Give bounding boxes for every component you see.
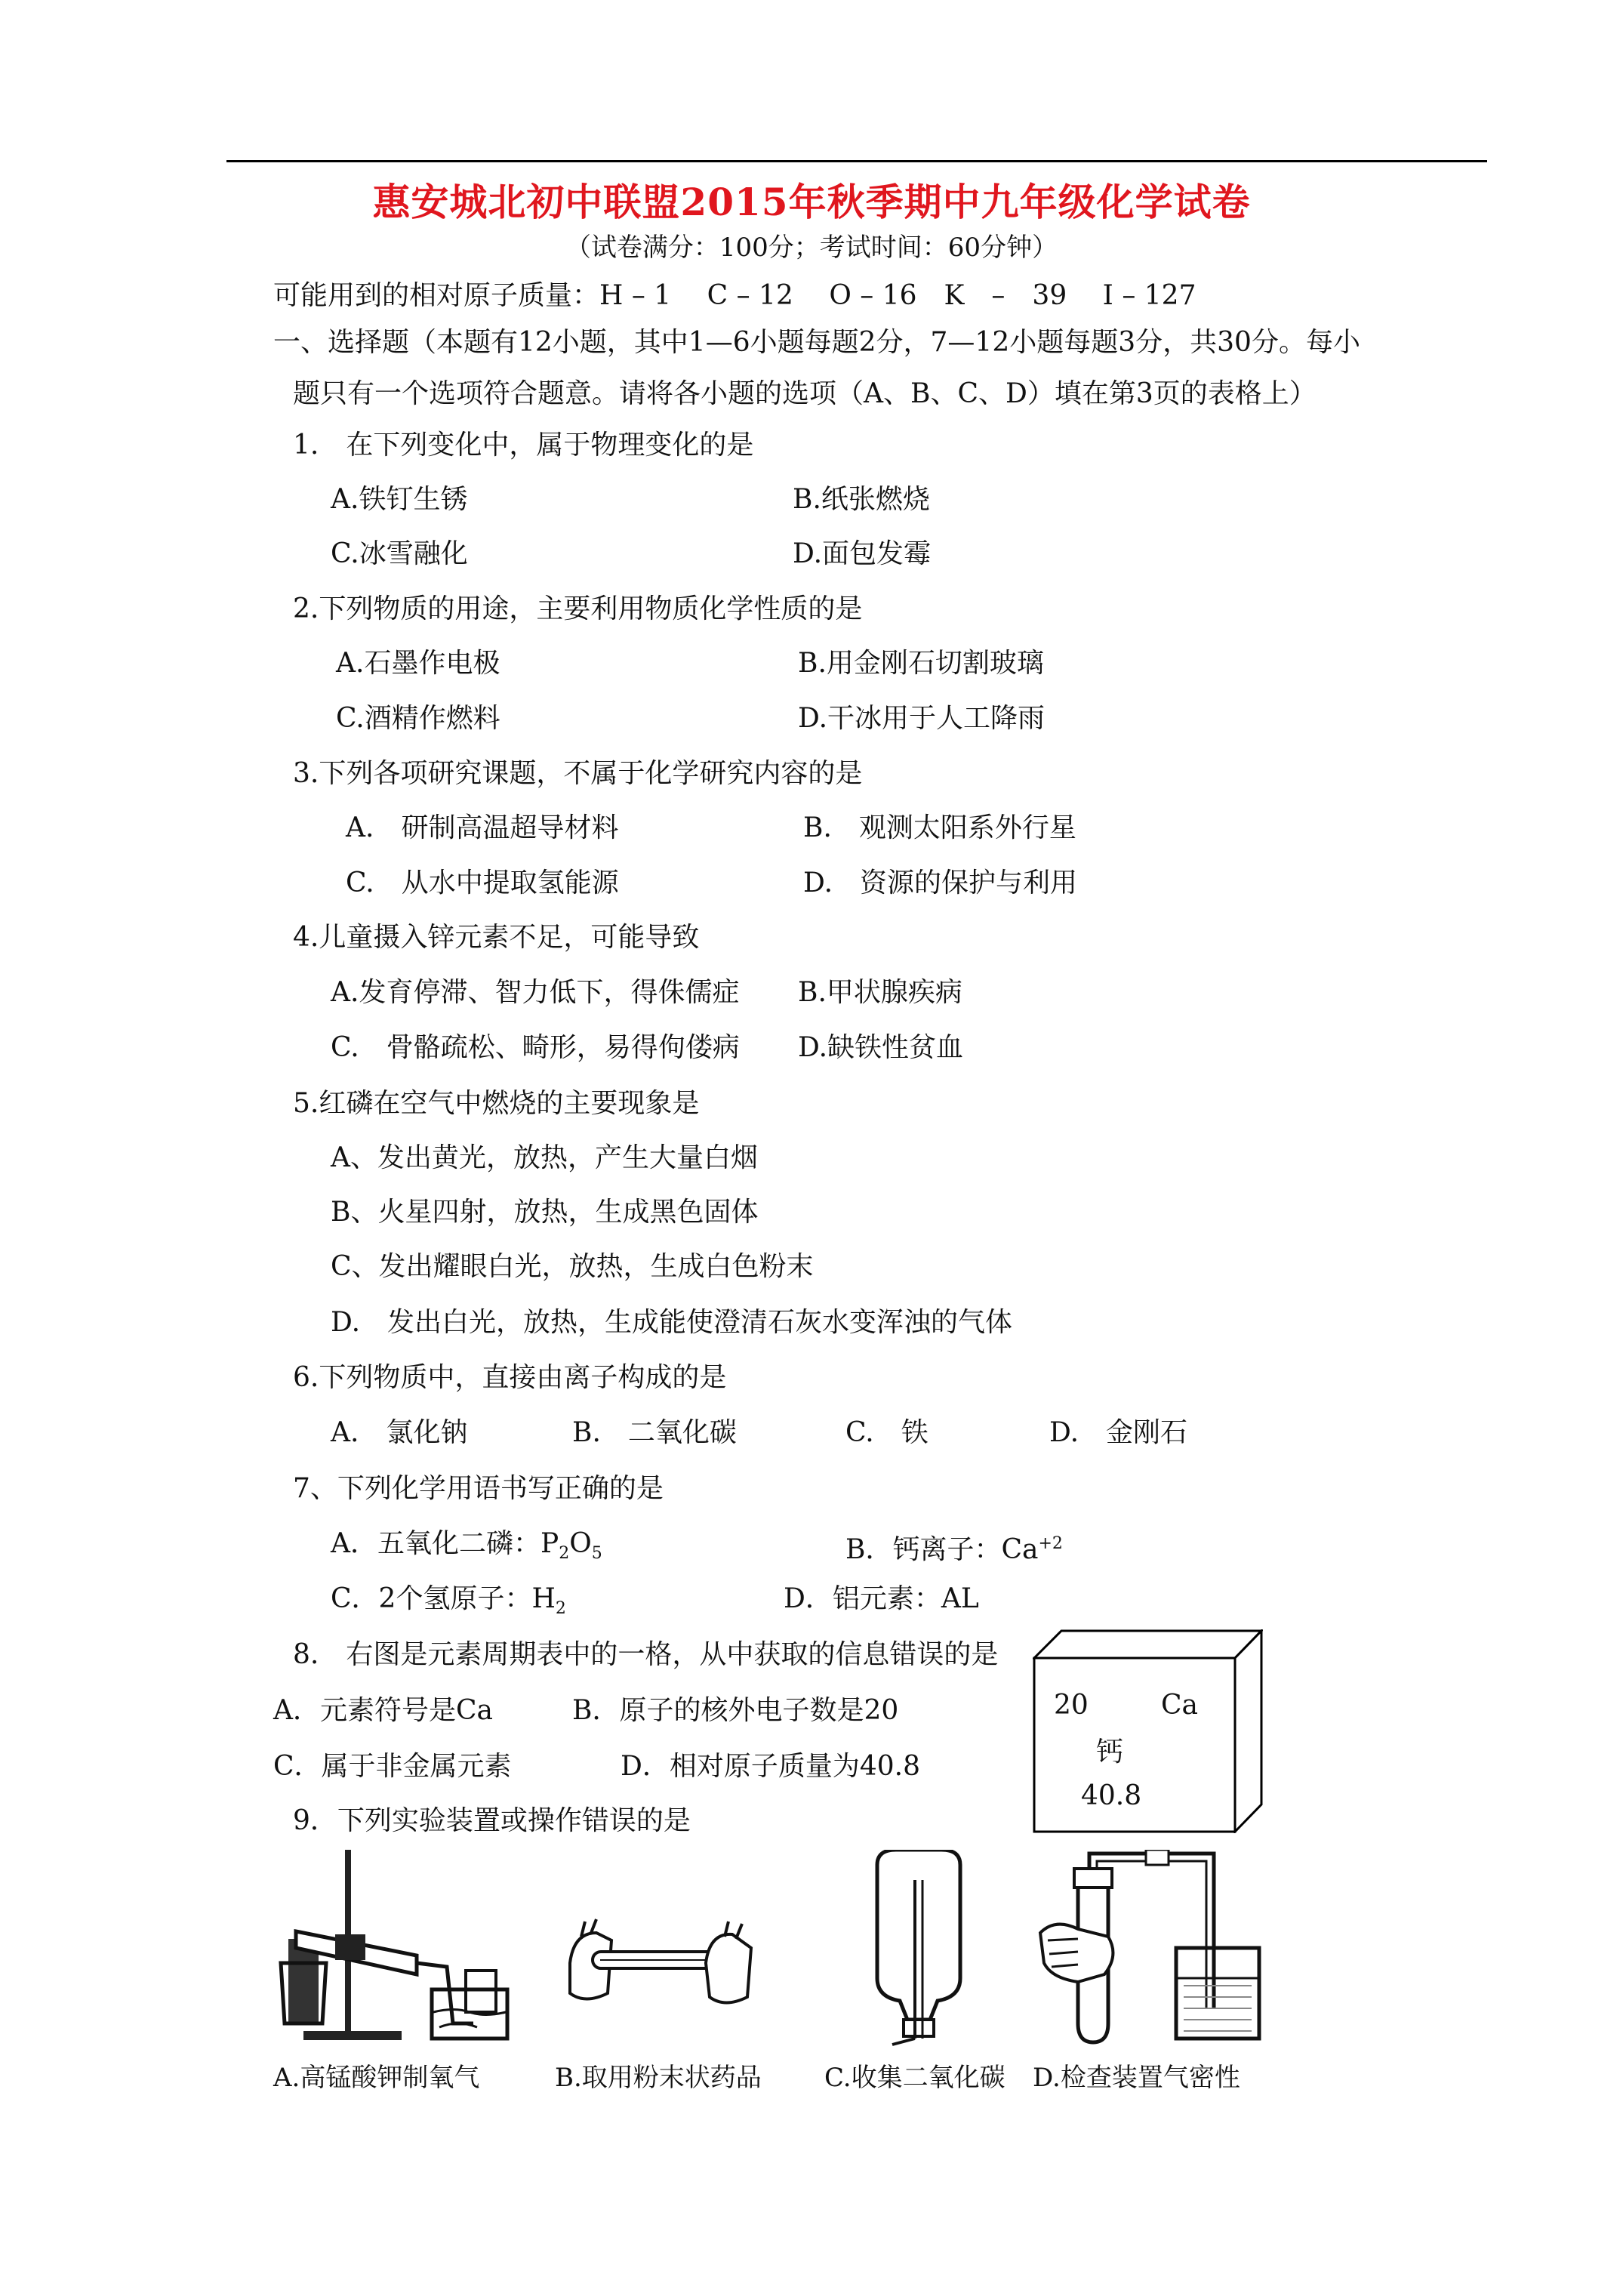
question-7-option-a: A．五氧化二磷：$P_2O_5$: [331, 1528, 602, 1564]
question-1-option-c: C.冰雪融化: [331, 538, 468, 569]
element-number: 20: [1054, 1690, 1089, 1721]
question-6-option-a: A. 氯化钠: [331, 1417, 468, 1448]
question-7-option-b: B．钙离子：$Ca^{+2}$: [845, 1534, 1063, 1565]
figure-c: [824, 1850, 1013, 2046]
element-cell-calcium: [1033, 1629, 1263, 1833]
question-4-option-a: A.发育停滞、智力低下，得侏儒症: [331, 977, 740, 1008]
question-8-option-c: C．属于非金属元素: [273, 1751, 512, 1782]
header-rule: [226, 160, 1487, 162]
question-1-stem: 1. 在下列变化中，属于物理变化的是: [293, 430, 754, 461]
question-5-option-a: A、发出黄光，放热，产生大量白烟: [331, 1142, 758, 1173]
figure-a: [273, 1850, 515, 2046]
airtightness-check-icon: [1033, 1850, 1274, 2046]
atomic-mass-line: 可能用到的相对原子质量：H – 1 C – 12 O – 16 K – 39 I – 127: [273, 280, 1196, 311]
question-5-option-b: B、火星四射，放热，生成黑色固体: [331, 1197, 759, 1228]
question-3-stem: 3.下列各项研究课题，不属于化学研究内容的是: [293, 758, 863, 789]
question-4-stem: 4.儿童摄入锌元素不足，可能导致: [293, 922, 700, 953]
question-1-option-d: D.面包发霉: [793, 538, 932, 569]
question-6-option-d: D. 金刚石: [1049, 1417, 1188, 1448]
element-name: 钙: [1096, 1737, 1124, 1767]
question-8-option-d: D．相对原子质量为40.8: [621, 1751, 921, 1782]
formula-p2o5: $P_2O_5$: [540, 1528, 602, 1564]
question-5-option-d: D. 发出白光，放热，生成能使澄清石灰水变浑浊的气体: [331, 1307, 1013, 1338]
question-5-option-c: C、发出耀眼白光，放热，生成白色粉末: [331, 1251, 814, 1282]
question-9-stem: 9．下列实验装置或操作错误的是: [293, 1805, 691, 1836]
formula-ca-ion: $Ca^{+2}$: [1001, 1534, 1063, 1565]
question-5-stem: 5.红磷在空气中燃烧的主要现象是: [293, 1088, 700, 1119]
figure-d-caption: D.检查装置气密性: [1033, 2063, 1240, 2093]
question-7-stem: 7、下列化学用语书写正确的是: [293, 1473, 664, 1504]
exam-subtitle: （试卷满分：100分；考试时间：60分钟）: [565, 233, 1058, 263]
question-2-option-b: B.用金刚石切割玻璃: [798, 648, 1044, 679]
exam-title: 惠安城北初中联盟2015年秋季期中九年级化学试卷: [372, 180, 1251, 224]
question-4-option-b: B.甲状腺疾病: [798, 977, 962, 1008]
question-4-option-c: C. 骨骼疏松、畸形，易得佝偻病: [331, 1032, 740, 1063]
potassium-permanganate-apparatus-icon: [273, 1850, 515, 2046]
powder-test-tube-icon: [555, 1850, 766, 2046]
question-1-option-b: B.纸张燃烧: [793, 484, 930, 515]
section-heading-line2: 题只有一个选项符合题意。请将各小题的选项（A、B、C、D）填在第3页的表格上）: [293, 378, 1317, 409]
question-8-stem: 8. 右图是元素周期表中的一格，从中获取的信息错误的是: [293, 1639, 999, 1670]
question-6-stem: 6.下列物质中，直接由离子构成的是: [293, 1362, 727, 1393]
question-3-option-a: A. 研制高温超导材料: [346, 812, 619, 843]
question-2-option-c: C.酒精作燃料: [336, 703, 500, 734]
question-1-option-a: A.铁钉生锈: [331, 484, 468, 515]
question-2-option-a: A.石墨作电极: [336, 648, 500, 679]
formula-h2: $H_2$: [531, 1583, 566, 1619]
figure-b-caption: B.取用粉末状药品: [555, 2063, 762, 2093]
question-6-option-b: B. 二氧化碳: [572, 1417, 737, 1448]
figure-c-caption: C.收集二氧化碳: [824, 2063, 1006, 2093]
question-4-option-d: D.缺铁性贫血: [798, 1032, 964, 1063]
figure-a-caption: A.高锰酸钾制氧气: [273, 2063, 480, 2093]
question-3-option-b: B. 观测太阳系外行星: [803, 812, 1076, 843]
element-cell-box-icon: [1033, 1629, 1263, 1833]
question-3-option-d: D. 资源的保护与利用: [803, 868, 1078, 898]
figure-d: [1033, 1850, 1274, 2046]
question-8-option-a: A．元素符号是Ca: [273, 1695, 494, 1726]
element-symbol: Ca: [1161, 1690, 1199, 1721]
section-heading-line1: 一、选择题（本题有12小题，其中1—6小题每题2分，7—12小题每题3分，共30分。每小: [273, 327, 1360, 358]
question-2-stem: 2.下列物质的用途，主要利用物质化学性质的是: [293, 593, 863, 624]
question-7-option-c: C．2个氢原子：$H_2$: [331, 1583, 566, 1619]
question-6-option-c: C. 铁: [845, 1417, 929, 1448]
question-2-option-d: D.干冰用于人工降雨: [798, 703, 1046, 734]
figure-b: [555, 1850, 766, 2046]
question-8-option-b: B．原子的核外电子数是20: [572, 1695, 899, 1726]
element-mass: 40.8: [1081, 1780, 1142, 1811]
gas-collection-bottle-icon: [824, 1850, 1013, 2046]
question-3-option-c: C. 从水中提取氢能源: [346, 868, 619, 898]
question-7-option-d: D．铝元素：AL: [784, 1583, 979, 1614]
